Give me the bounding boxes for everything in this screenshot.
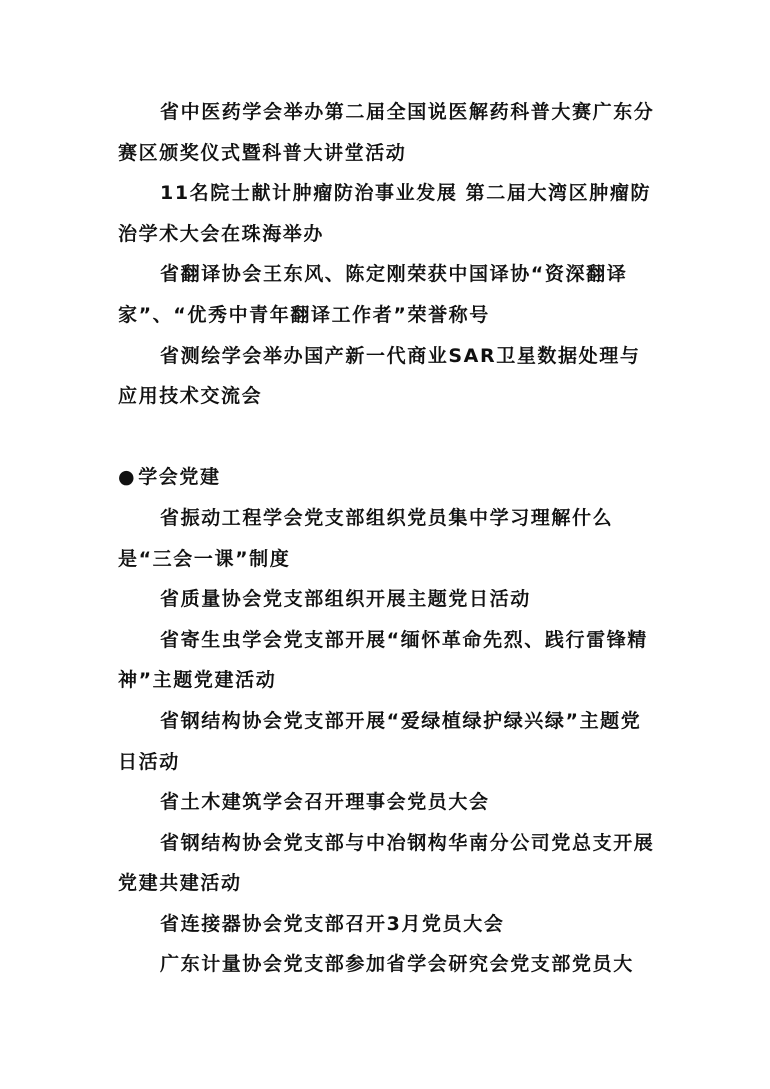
party-item: 省钢结构协会党支部与中冶钢构华南分公司党总支开展党建共建活动 [118,831,655,895]
party-item: 省土木建筑学会召开理事会党员大会 [160,791,490,814]
section-heading-text: 学会党建 [138,466,221,489]
party-item: 省寄生虫学会党支部开展“缅怀革命先烈、践行雷锋精神”主题党建活动 [118,628,648,692]
bullet-icon: ● [118,466,137,489]
party-item: 省连接器协会党支部召开3月党员大会 [160,912,505,935]
party-item: 广东计量协会党支部参加省学会研究会党支部党员大 [160,953,634,976]
news-item: 省测绘学会举办国产新一代商业SAR卫星数据处理与应用技术交流会 [118,344,641,408]
section-heading [118,457,658,498]
news-item: 省中医药学会举办第二届全国说医解药科普大赛广东分赛区颁奖仪式暨科普大讲堂活动 [118,101,655,164]
news-item: 省翻译协会王东风、陈定刚荣获中国译协“资深翻译家”、“优秀中青年翻译工作者”荣誉称号 [118,263,628,326]
party-item: 省振动工程学会党支部组织党员集中学习理解什么是“三会一课”制度 [118,506,614,570]
party-item: 省钢结构协会党支部开展“爱绿植绿护绿兴绿”主题党日活动 [118,709,642,773]
party-item: 省质量协会党支部组织开展主题党日活动 [160,588,531,611]
section-spacer [118,417,658,458]
news-item: 11名院士献计肿瘤防治事业发展 第二届大湾区肿瘤防治学术大会在珠海举办 [118,182,652,245]
document-body [118,92,658,985]
